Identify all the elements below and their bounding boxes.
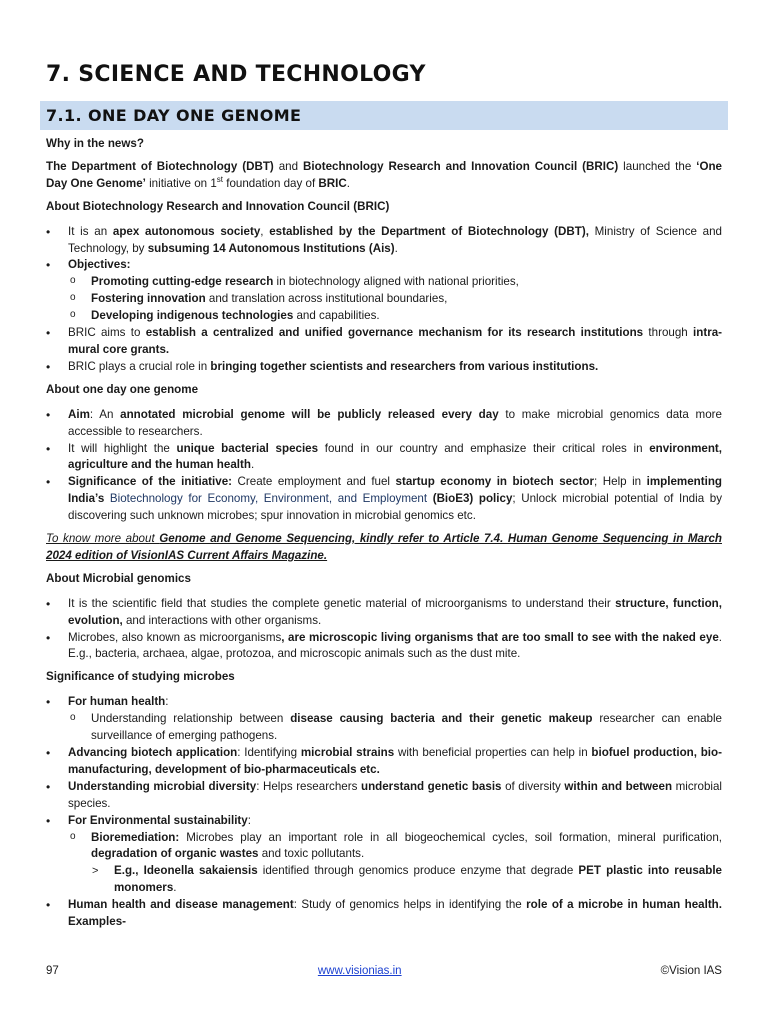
list-item: • For Environmental sustainability: o Bioremediation: Microbes play an important role in all biogeochemical cycles, soil formation, mineral purification, degradation of organic wastes and toxic pollutants. > E.g., Ideonella sakaiensis identified through genomics produce enzyme that degrade PET plastic into reusable monomers.	[46, 813, 722, 898]
list-item: o Fostering innovation and translation across institutional boundaries,	[46, 291, 722, 308]
article-body	[46, 136, 722, 931]
human-health-sublist	[46, 711, 722, 745]
significance-list	[46, 694, 722, 931]
page-number: 97	[46, 965, 59, 977]
chapter-title: 7. SCIENCE AND TECHNOLOGY	[46, 62, 426, 87]
list-item: o Promoting cutting-edge research in biotechnology aligned with national priorities,	[46, 274, 722, 291]
website-link[interactable]: www.visionias.in	[317, 965, 402, 977]
list-item: • Advancing biotech application: Identifying microbial strains with beneficial properties can help in biofuel production, bio-manufacturing, development of bio-pharmaceuticals etc.	[46, 745, 722, 779]
section-header-bar	[40, 101, 728, 130]
copyright: ©Vision IAS	[660, 965, 722, 977]
significance-heading: Significance of studying microbes	[46, 670, 235, 684]
news-paragraph: The Department of Biotechnology (DBT) and Biotechnology Research and Innovation Council (BRIC) launched the ‘One Day One Genome’ initiative on 1st foundation day of BRIC.	[46, 159, 723, 190]
list-item: • Microbes, also known as microorganisms, are microscopic living organisms that are too small to see with the naked eye. E.g., bacteria, archaea, algae, protozoa, and microscopic animals such as the dust mite.	[46, 630, 722, 664]
list-item: o Developing indigenous technologies and capabilities.	[46, 308, 722, 325]
example-sublist	[46, 863, 722, 897]
microbial-heading: About Microbial genomics	[46, 571, 191, 585]
list-item: • It is the scientific field that studies the complete genetic material of microorganisms to understand their structure, function, evolution, and interactions with other organisms.	[46, 596, 722, 630]
list-item: • It will highlight the unique bacterial species found in our country and emphasize their critical roles in environment, agriculture and the human health.	[46, 441, 722, 475]
environment-sublist	[46, 830, 722, 898]
list-item: • Understanding microbial diversity: Helps researchers understand genetic basis of diversity within and between microbial species.	[46, 779, 722, 813]
bric-list	[46, 224, 722, 376]
list-item: • Aim: An annotated microbial genome will be publicly released every day to make microbial genomics data more accessible to researchers.	[46, 407, 722, 441]
page-footer	[46, 962, 722, 980]
list-item: • Objectives: o Promoting cutting-edge research in biotechnology aligned with national priorities, o Fostering innovation and translation across institutional boundaries, o Developing indigenous technologies and capabilities.	[46, 257, 722, 325]
list-item: • BRIC plays a crucial role in bringing together scientists and researchers from various institutions.	[46, 359, 722, 376]
bric-heading: About Biotechnology Research and Innovation Council (BRIC)	[46, 199, 390, 213]
section-title: 7.1. ONE DAY ONE GENOME	[46, 106, 302, 125]
list-item: • It is an apex autonomous society, established by the Department of Biotechnology (DBT), Ministry of Science and Technology, by subsuming 14 Autonomous Institutions (Ais).	[46, 224, 722, 258]
list-item: > E.g., Ideonella sakaiensis identified through genomics produce enzyme that degrade PET plastic into reusable monomers.	[46, 863, 722, 897]
list-item: • Significance of the initiative: Create employment and fuel startup economy in biotech sector; Help in implementing India’s Biotechnology for Economy, Environment, and Employment (BioE3) policy; Unlock microbial potential of India by discovering such unknown microbes; spur innovation in microbial genomics etc.	[46, 474, 722, 525]
odog-list	[46, 407, 722, 525]
odog-heading: About one day one genome	[46, 382, 199, 396]
microbial-list	[46, 596, 722, 664]
list-item: o Bioremediation: Microbes play an important role in all biogeochemical cycles, soil formation, mineral purification, degradation of organic wastes and toxic pollutants. > E.g., Ideonella sakaiensis identified through genomics produce enzyme that degrade PET plastic into reusable monomers.	[46, 830, 722, 898]
list-item: • For human health: o Understanding relationship between disease causing bacteria and their genetic makeup researcher can enable surveillance of emerging pathogens.	[46, 694, 722, 745]
list-item: • BRIC aims to establish a centralized and unified governance mechanism for its research institutions through intra-mural core grants.	[46, 325, 722, 359]
list-item: o Understanding relationship between disease causing bacteria and their genetic makeup researcher can enable surveillance of emerging pathogens.	[46, 711, 722, 745]
news-heading: Why in the news?	[46, 137, 144, 150]
cross-reference-note: To know more about Genome and Genome Sequencing, kindly refer to Article 7.4. Human Genome Sequencing in March 2024 edition of VisionIAS Current Affairs Magazine.	[46, 532, 722, 562]
list-item: • Human health and disease management: Study of genomics helps in identifying the role of a microbe in human health. Examples-	[46, 897, 722, 931]
objectives-list	[46, 274, 722, 325]
